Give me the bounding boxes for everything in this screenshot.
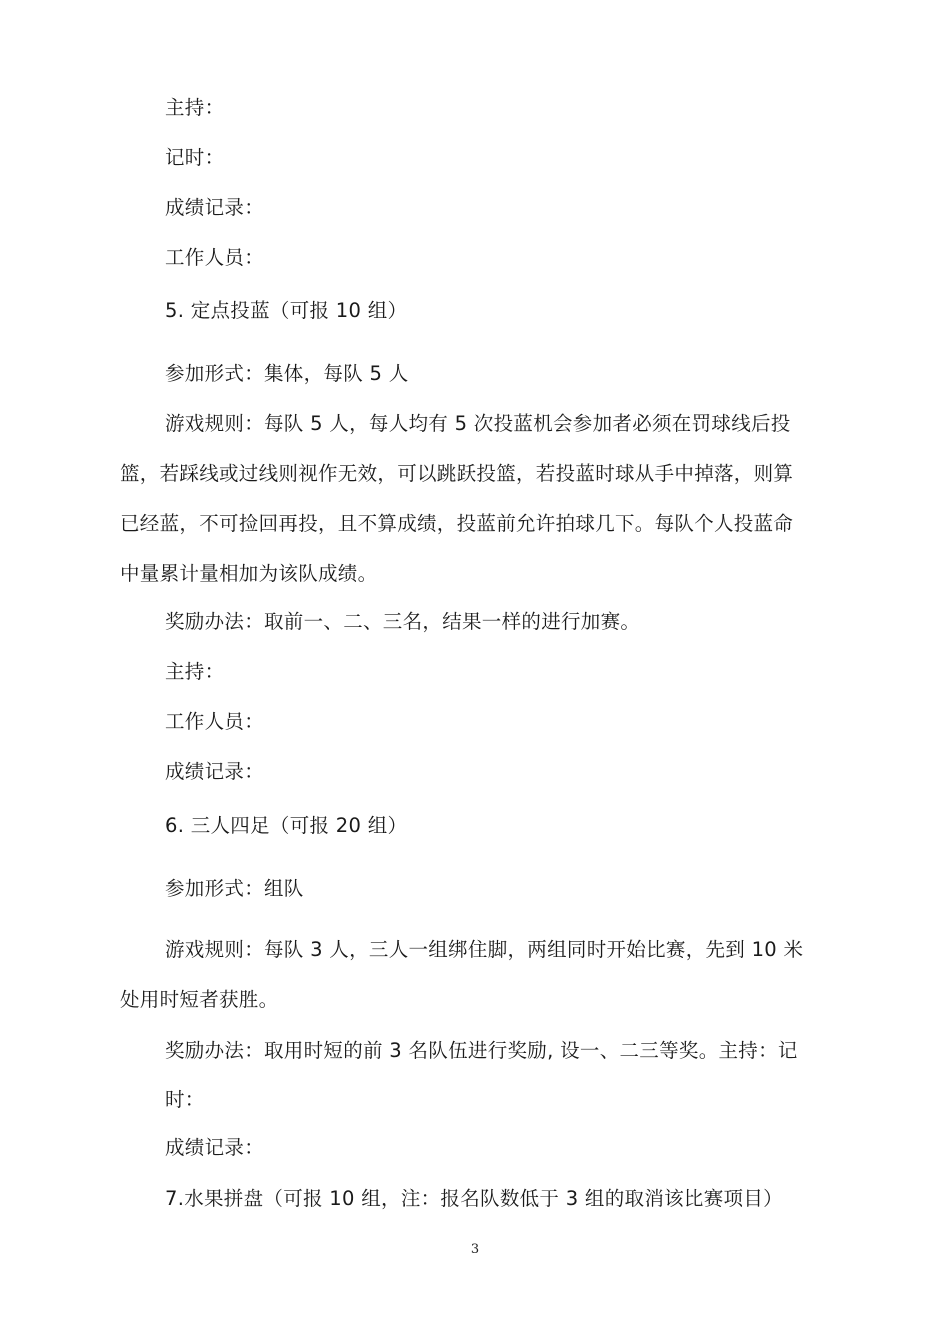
page-number: 3 <box>470 1242 480 1257</box>
text-line: 工作人员： <box>165 710 265 733</box>
text-line: 奖励办法：取前一、二、三名，结果一样的进行加赛。 <box>165 610 641 633</box>
text-line: 游戏规则：每队 5 人，每人均有 5 次投蓝机会参加者必须在罚球线后投 <box>165 412 791 435</box>
text-line: 中量累计量相加为该队成绩。 <box>120 562 378 585</box>
text-line: 处用时短者获胜。 <box>120 988 279 1011</box>
section-heading: 5. 定点投蓝（可报 10 组） <box>165 299 408 322</box>
text-line: 游戏规则：每队 3 人，三人一组绑住脚，两组同时开始比赛，先到 10 米 <box>165 938 804 961</box>
section-heading: 7.水果拼盘（可报 10 组，注：报名队数低于 3 组的取消该比赛项目） <box>165 1187 783 1210</box>
section-heading: 6. 三人四足（可报 20 组） <box>165 814 408 837</box>
text-line: 工作人员： <box>165 246 265 269</box>
text-line: 主持： <box>165 96 225 119</box>
text-line: 篮，若踩线或过线则视作无效，可以跳跃投篮，若投蓝时球从手中掉落，则算 <box>120 462 794 485</box>
text-line: 成绩记录： <box>165 760 265 783</box>
text-line: 参加形式：集体，每队 5 人 <box>165 362 409 385</box>
text-line: 参加形式：组队 <box>165 877 304 900</box>
text-line: 成绩记录： <box>165 1136 265 1159</box>
text-line: 时： <box>165 1088 205 1111</box>
text-line: 主持： <box>165 660 225 683</box>
text-line: 成绩记录： <box>165 196 265 219</box>
text-line: 奖励办法：取用时短的前 3 名队伍进行奖励, 设一、二三等奖。主持：记 <box>165 1039 798 1062</box>
text-line: 已经蓝，不可捡回再投，且不算成绩，投蓝前允许拍球几下。每队个人投蓝命 <box>120 512 794 535</box>
text-line: 记时： <box>165 146 225 169</box>
